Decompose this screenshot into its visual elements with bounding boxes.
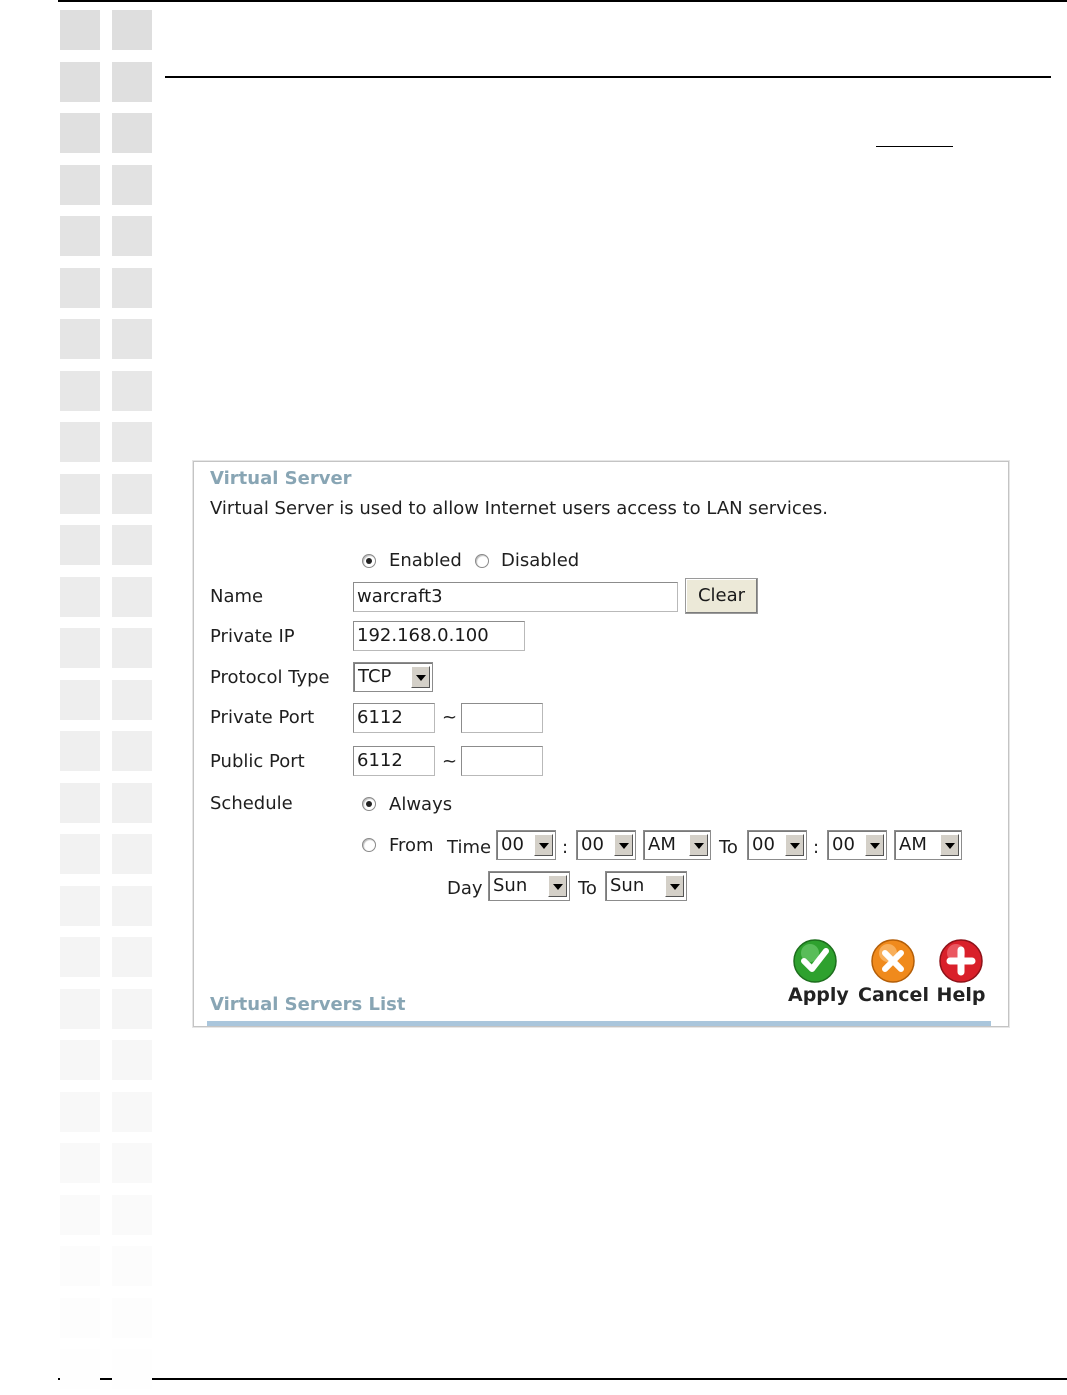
from-ampm-select[interactable]	[643, 830, 711, 860]
protocol-value: TCP	[358, 666, 392, 687]
decorative-tile	[112, 1349, 152, 1389]
help-label: Help	[936, 984, 986, 1006]
decorative-tile	[60, 525, 100, 565]
decorative-tile	[60, 731, 100, 771]
decorative-tile	[60, 62, 100, 102]
decorative-tile	[60, 628, 100, 668]
public-port-label: Public Port	[210, 751, 305, 772]
bottom-rule	[58, 1378, 1067, 1380]
decorative-tile	[112, 783, 152, 823]
chevron-down-icon	[411, 666, 430, 688]
decorative-tile	[60, 1092, 100, 1132]
protocol-type-label: Protocol Type	[210, 667, 330, 688]
schedule-always-radio[interactable]	[362, 797, 376, 811]
header-rule	[165, 76, 1051, 78]
decorative-tile	[60, 680, 100, 720]
enabled-label: Enabled	[389, 550, 462, 571]
virtual-servers-list-header	[207, 1021, 991, 1027]
disabled-label: Disabled	[501, 550, 580, 571]
decorative-tile	[112, 680, 152, 720]
time-label: Time	[447, 837, 492, 858]
public-port-end-input[interactable]	[461, 746, 543, 776]
help-button[interactable]	[936, 938, 986, 1006]
x-icon	[870, 938, 916, 984]
decorative-tile	[112, 1246, 152, 1286]
panel-title: Virtual Server	[210, 468, 352, 489]
virtual-server-panel	[193, 461, 1009, 1027]
decorative-tile	[60, 1195, 100, 1235]
panel-description: Virtual Server is used to allow Internet users access to LAN services.	[210, 498, 828, 519]
time-colon: :	[813, 837, 820, 858]
chevron-down-icon	[548, 875, 567, 897]
schedule-from-radio[interactable]	[362, 838, 376, 852]
decorative-tile	[112, 1195, 152, 1235]
decorative-tile	[60, 113, 100, 153]
decorative-tile	[60, 577, 100, 617]
chevron-down-icon	[614, 834, 633, 856]
decorative-tile	[112, 371, 152, 411]
decorative-tile	[60, 834, 100, 874]
to-ampm-value: AM	[899, 834, 927, 855]
day-to-label: To	[578, 878, 597, 899]
virtual-servers-list-title: Virtual Servers List	[210, 994, 406, 1015]
to-hour-select[interactable]	[747, 830, 807, 860]
public-port-start-input[interactable]: 6112	[353, 746, 435, 776]
decorative-tile	[60, 886, 100, 926]
from-minute-select[interactable]	[576, 830, 636, 860]
decorative-tile	[60, 319, 100, 359]
top-rule	[58, 0, 1067, 2]
to-minute-value: 00	[832, 834, 855, 855]
decorative-tile	[60, 1246, 100, 1286]
decorative-tile	[112, 216, 152, 256]
apply-button[interactable]	[788, 938, 849, 1006]
to-minute-select[interactable]	[827, 830, 887, 860]
decorative-tile	[60, 1298, 100, 1338]
decorative-tile	[112, 165, 152, 205]
decorative-tile	[60, 474, 100, 514]
decorative-tile	[112, 1143, 152, 1183]
decorative-tile	[112, 577, 152, 617]
private-port-separator: ~	[442, 707, 458, 728]
decorative-tile	[112, 886, 152, 926]
clear-button[interactable]: Clear	[685, 578, 758, 614]
day-label: Day	[447, 878, 483, 899]
decorative-tile	[112, 1092, 152, 1132]
decorative-tile	[112, 474, 152, 514]
check-icon	[792, 938, 838, 984]
from-hour-select[interactable]	[496, 830, 556, 860]
decorative-tile	[60, 937, 100, 977]
schedule-from-label: From	[389, 835, 434, 856]
from-ampm-value: AM	[648, 834, 676, 855]
decorative-tile	[112, 268, 152, 308]
to-day-value: Sun	[610, 875, 645, 896]
decorative-tile	[112, 1298, 152, 1338]
decorative-tile	[112, 834, 152, 874]
decorative-tile	[112, 989, 152, 1029]
private-port-end-input[interactable]	[461, 703, 543, 733]
schedule-always-label: Always	[389, 794, 453, 815]
decorative-tile	[60, 216, 100, 256]
decorative-tile	[112, 10, 152, 50]
decorative-tile	[112, 525, 152, 565]
chevron-down-icon	[785, 834, 804, 856]
decorative-tile	[112, 731, 152, 771]
name-label: Name	[210, 586, 264, 607]
link-underline	[876, 146, 953, 147]
decorative-tile	[60, 989, 100, 1029]
chevron-down-icon	[665, 875, 684, 897]
protocol-select[interactable]	[353, 662, 433, 692]
decorative-tile	[112, 422, 152, 462]
private-ip-label: Private IP	[210, 626, 295, 647]
cancel-button[interactable]	[858, 938, 928, 1006]
decorative-tile-column	[60, 10, 155, 1370]
from-day-value: Sun	[493, 875, 528, 896]
chevron-down-icon	[940, 834, 959, 856]
to-day-select[interactable]	[605, 871, 687, 901]
decorative-tile	[60, 1349, 100, 1389]
decorative-tile	[112, 319, 152, 359]
decorative-tile	[112, 113, 152, 153]
decorative-tile	[60, 1040, 100, 1080]
chevron-down-icon	[689, 834, 708, 856]
to-hour-value: 00	[752, 834, 775, 855]
plus-icon	[938, 938, 984, 984]
schedule-label: Schedule	[210, 793, 293, 814]
apply-label: Apply	[788, 984, 849, 1006]
enabled-radio[interactable]	[362, 554, 376, 568]
public-port-separator: ~	[442, 751, 458, 772]
cancel-label: Cancel	[858, 984, 929, 1006]
name-input[interactable]: warcraft3	[353, 582, 678, 612]
disabled-radio[interactable]	[475, 554, 489, 568]
time-to-label: To	[719, 837, 738, 858]
decorative-tile	[60, 10, 100, 50]
decorative-tile	[60, 1143, 100, 1183]
decorative-tile	[112, 62, 152, 102]
decorative-tile	[112, 937, 152, 977]
decorative-tile	[112, 1040, 152, 1080]
private-ip-input[interactable]: 192.168.0.100	[353, 621, 525, 651]
decorative-tile	[60, 165, 100, 205]
private-port-start-input[interactable]: 6112	[353, 703, 435, 733]
decorative-tile	[60, 422, 100, 462]
chevron-down-icon	[534, 834, 553, 856]
from-minute-value: 00	[581, 834, 604, 855]
decorative-tile	[60, 783, 100, 823]
from-day-select[interactable]	[488, 871, 570, 901]
decorative-tile	[60, 371, 100, 411]
from-hour-value: 00	[501, 834, 524, 855]
time-colon: :	[562, 837, 569, 858]
decorative-tile	[112, 628, 152, 668]
decorative-tile	[60, 268, 100, 308]
private-port-label: Private Port	[210, 707, 315, 728]
chevron-down-icon	[865, 834, 884, 856]
to-ampm-select[interactable]	[894, 830, 962, 860]
